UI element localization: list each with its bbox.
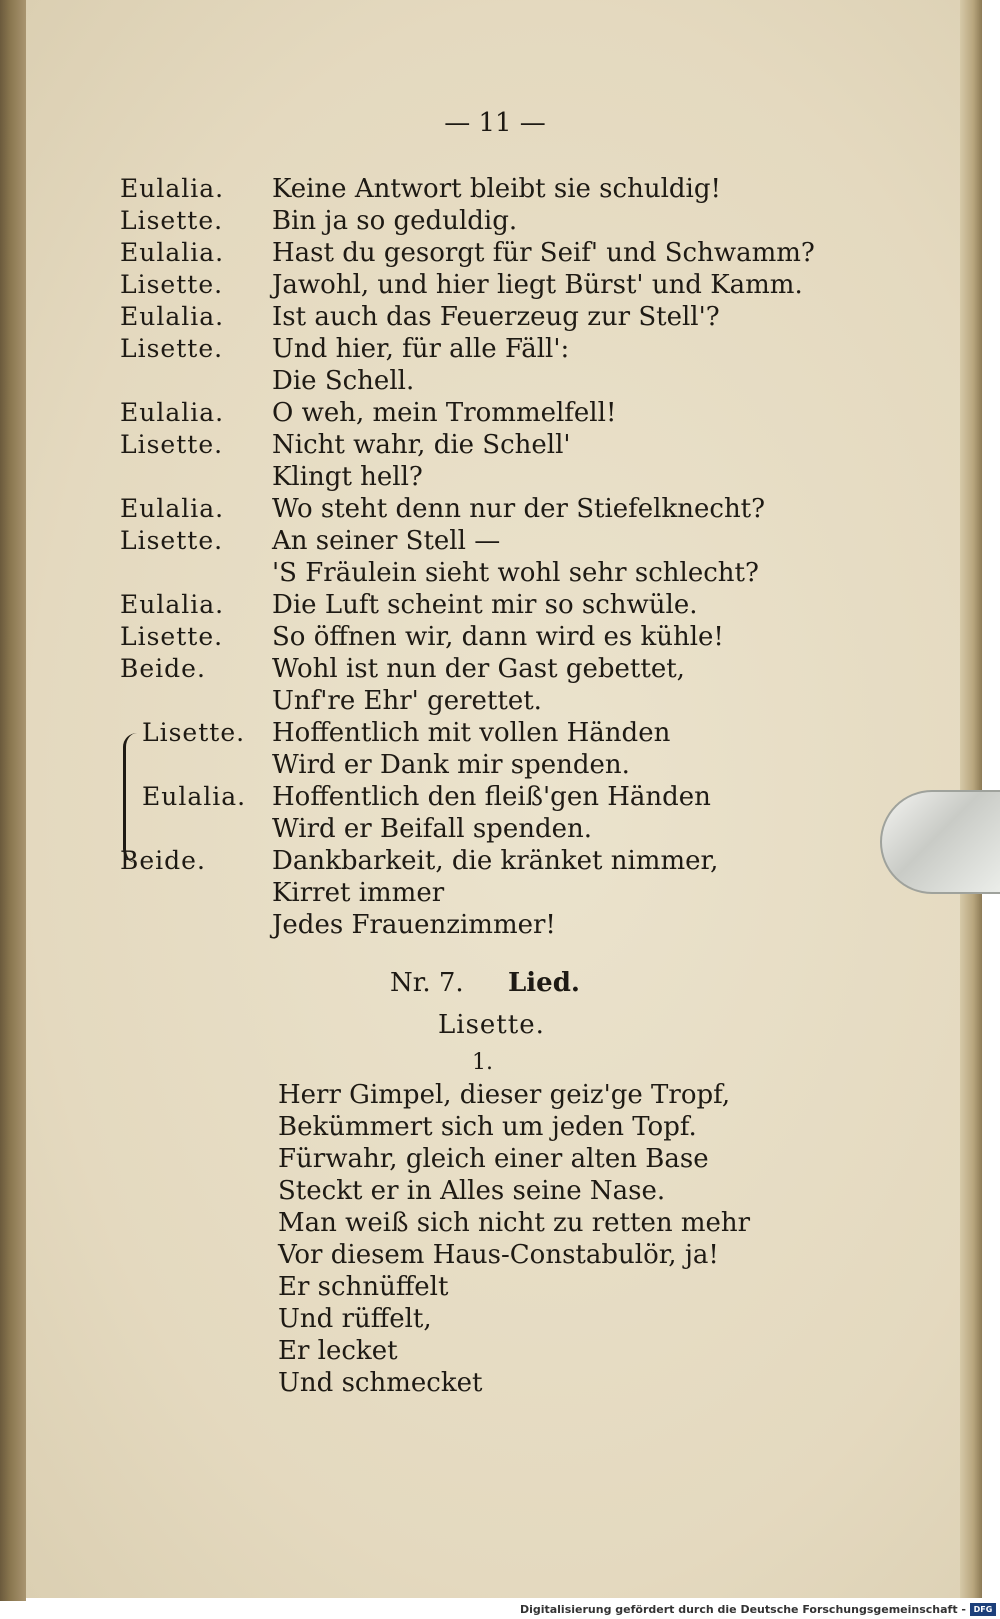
lyric-line: Herr Gimpel, dieser geiz'ge Tropf, bbox=[278, 1080, 731, 1110]
dialogue-line: Jedes Frauenzimmer! bbox=[272, 910, 556, 940]
lyric-line: Vor diesem Haus-Constabulör, ja! bbox=[278, 1240, 719, 1270]
dialogue-line: An seiner Stell — bbox=[272, 526, 501, 556]
speaker-brace bbox=[123, 733, 142, 863]
lyric-line: Bekümmert sich um jeden Topf. bbox=[278, 1112, 697, 1142]
dialogue-line: Und hier, für alle Fäll': bbox=[272, 334, 570, 364]
dfg-logo: DFG bbox=[970, 1603, 996, 1616]
speaker-label: Eulalia. bbox=[120, 398, 225, 427]
lyric-line: Fürwahr, gleich einer alten Base bbox=[278, 1144, 709, 1174]
speaker-label: Eulalia. bbox=[120, 302, 225, 331]
lyric-line: Man weiß sich nicht zu retten mehr bbox=[278, 1208, 751, 1238]
footer-credit: Digitalisierung gefördert durch die Deutsche Forschungsgemeinschaft - bbox=[519, 1603, 966, 1616]
dialogue-line: So öffnen wir, dann wird es kühle! bbox=[272, 622, 724, 652]
dialogue-line: Hoffentlich den fleiß'gen Händen bbox=[272, 782, 711, 812]
dialogue-line: Wohl ist nun der Gast gebettet, bbox=[272, 654, 685, 684]
dialogue-line: Unf're Ehr' gerettet. bbox=[272, 686, 542, 716]
speaker-label: Eulalia. bbox=[120, 494, 225, 523]
speaker-label: Eulalia. bbox=[142, 782, 247, 811]
dialogue-line: Wird er Dank mir spenden. bbox=[272, 750, 630, 780]
song-singer: Lisette. bbox=[438, 1010, 545, 1040]
speaker-label: Eulalia. bbox=[120, 590, 225, 619]
page-clip bbox=[880, 790, 1000, 894]
speaker-label: Lisette. bbox=[142, 718, 246, 747]
speaker-label: Lisette. bbox=[120, 622, 224, 651]
page-number: — 11 — bbox=[444, 108, 546, 138]
dialogue-line: Keine Antwort bleibt sie schuldig! bbox=[272, 174, 721, 204]
dialogue-line: Wird er Beifall spenden. bbox=[272, 814, 592, 844]
lyric-line: Und rüffelt, bbox=[278, 1304, 432, 1334]
dialogue-line: Bin ja so geduldig. bbox=[272, 206, 518, 236]
stanza-number: 1. bbox=[472, 1050, 493, 1075]
speaker-label: Lisette. bbox=[120, 526, 224, 555]
book-spine bbox=[0, 0, 26, 1605]
speaker-label: Beide. bbox=[120, 846, 206, 875]
speaker-label: Beide. bbox=[120, 654, 206, 683]
dialogue-line: Dankbarkeit, die kränket nimmer, bbox=[272, 846, 719, 876]
speaker-label: Lisette. bbox=[120, 334, 224, 363]
speaker-label: Lisette. bbox=[120, 206, 224, 235]
dialogue-line: Nicht wahr, die Schell' bbox=[272, 430, 571, 460]
dialogue-line: Ist auch das Feuerzeug zur Stell'? bbox=[272, 302, 720, 332]
dialogue-line: Hoffentlich mit vollen Händen bbox=[272, 718, 671, 748]
speaker-label: Eulalia. bbox=[120, 174, 225, 203]
speaker-label: Eulalia. bbox=[120, 238, 225, 267]
dialogue-line: Wo steht denn nur der Stiefelknecht? bbox=[272, 494, 766, 524]
dialogue-line: O weh, mein Trommelfell! bbox=[272, 398, 617, 428]
song-number: Nr. 7. bbox=[390, 968, 464, 998]
dialogue-line: Die Luft scheint mir so schwüle. bbox=[272, 590, 698, 620]
dialogue-line: Klingt hell? bbox=[272, 462, 423, 492]
lyric-line: Steckt er in Alles seine Nase. bbox=[278, 1176, 666, 1206]
song-title: Lied. bbox=[508, 968, 580, 998]
dialogue-line: Kirret immer bbox=[272, 878, 445, 908]
speaker-label: Lisette. bbox=[120, 270, 224, 299]
dialogue-line: Die Schell. bbox=[272, 366, 415, 396]
lyric-line: Er schnüffelt bbox=[278, 1272, 449, 1302]
lyric-line: Und schmecket bbox=[278, 1368, 483, 1398]
dialogue-line: Hast du gesorgt für Seif' und Schwamm? bbox=[272, 238, 815, 268]
speaker-label: Lisette. bbox=[120, 430, 224, 459]
dialogue-line: 'S Fräulein sieht wohl sehr schlecht? bbox=[272, 558, 759, 588]
lyric-line: Er lecket bbox=[278, 1336, 398, 1366]
dialogue-line: Jawohl, und hier liegt Bürst' und Kamm. bbox=[272, 270, 803, 300]
digitization-footer bbox=[0, 1601, 1000, 1619]
